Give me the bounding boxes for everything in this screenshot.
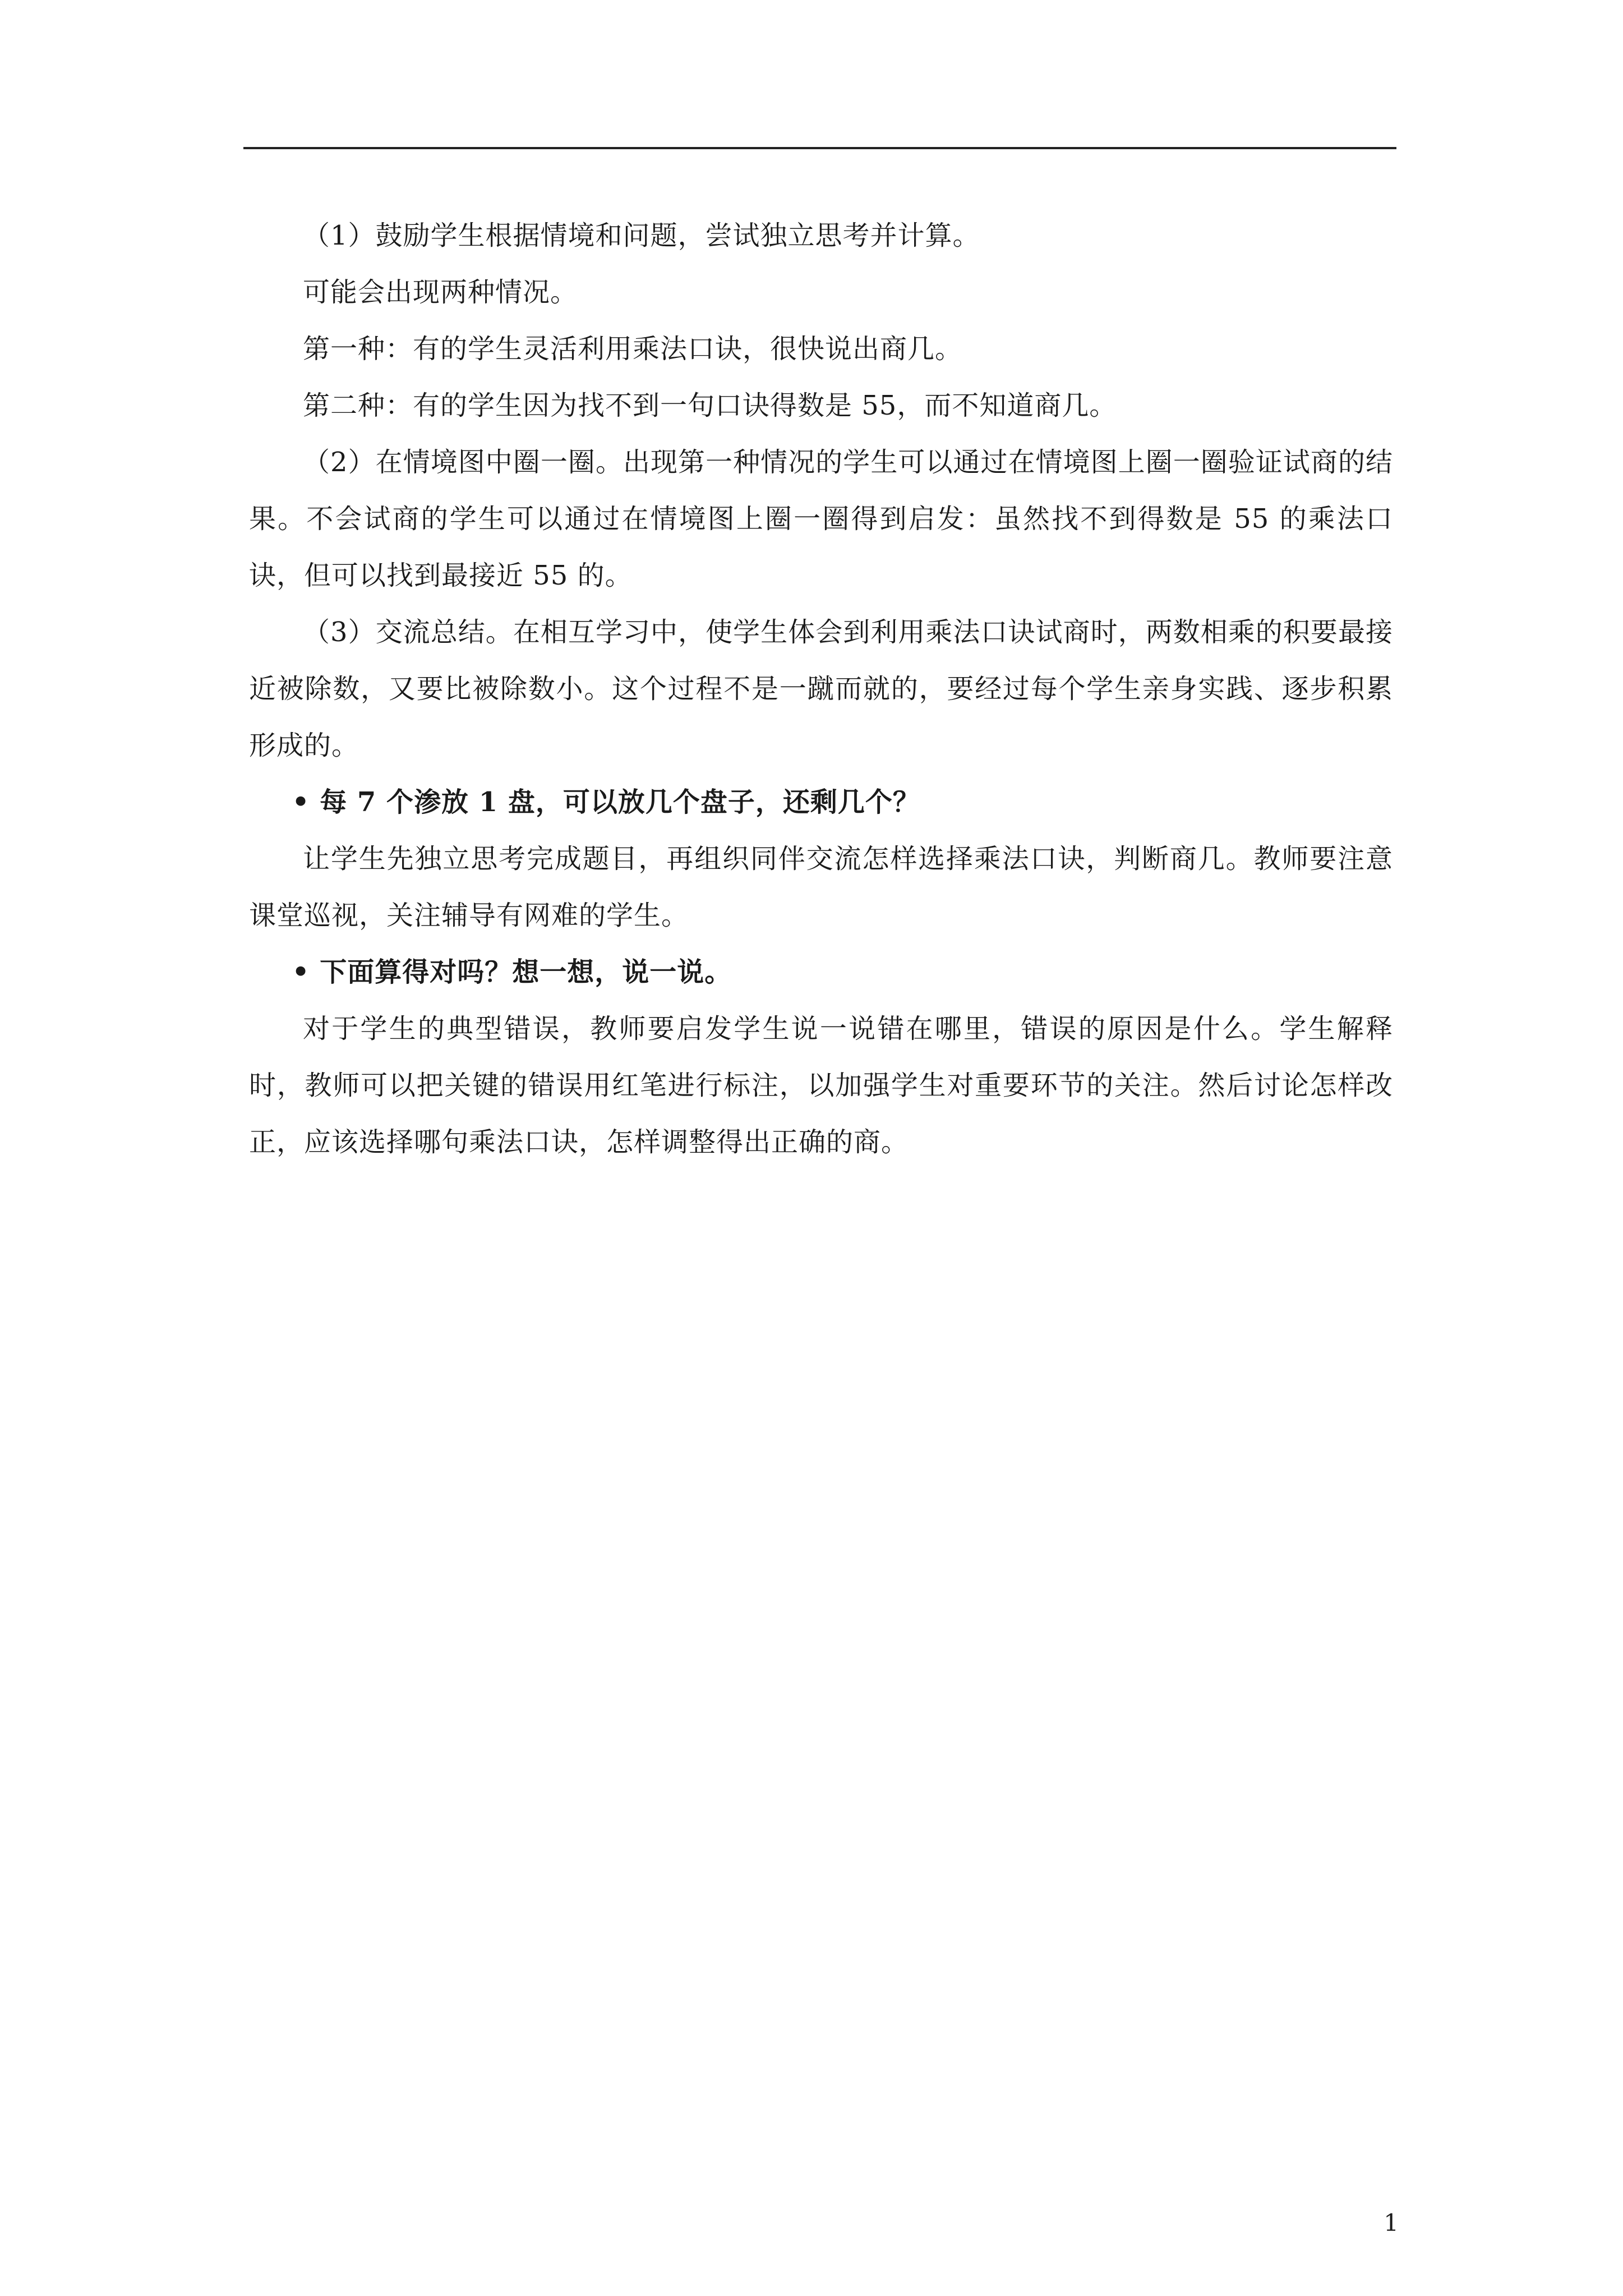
heading-exercise-check: • 下面算得对吗？想一想，说一说。 <box>292 956 732 988</box>
paragraph-case-2: 第二种：有的学生因为找不到一句口诀得数是 55，而不知道商几。 <box>303 390 1117 421</box>
heading-exercise-plates: • 每 7 个渗放 1 盘，可以放几个盘子，还剩几个？ <box>292 786 920 818</box>
paragraph-step-3: （3）交流总结。在相互学习中，使学生体会到利用乘法口诀试商时，两数相乘的积要最接近被除数，又要比被除数小。这个过程不是一蹴而就的，要经过每个学生亲身实践、逐步积累形成的。 <box>249 616 1393 761</box>
paragraph-step-1: （1）鼓励学生根据情境和问题，尝试独立思考并计算。 <box>303 220 980 251</box>
paragraph-exercise-check: 对于学生的典型错误，教师要启发学生说一说错在哪里，错误的原因是什么。学生解释时，教师可以把关键的错误用红笔进行标注，以加强学生对重要环节的关注。然后讨论怎样改正，应该选择哪句乘法口诀，怎样调整得出正确的商。 <box>249 1013 1393 1158</box>
page-number: 1 <box>1384 2209 1399 2237</box>
header-rule <box>243 147 1396 149</box>
document-body <box>249 208 1393 1171</box>
paragraph-exercise-plates: 让学生先独立思考完成题目，再组织同伴交流怎样选择乘法口诀，判断商几。教师要注意课堂巡视，关注辅导有网难的学生。 <box>249 843 1393 931</box>
paragraph-two-cases: 可能会出现两种情况。 <box>303 277 578 308</box>
paragraph-step-2: （2）在情境图中圈一圈。出现第一种情况的学生可以通过在情境图上圈一圈验证试商的结果。不会试商的学生可以通过在情境图上圈一圈得到启发：虽然找不到得数是 55 的乘法口诀，但可以找到最接近 55 的。 <box>249 447 1393 591</box>
paragraph-case-1: 第一种：有的学生灵活利用乘法口诀，很快说出商几。 <box>303 333 963 365</box>
